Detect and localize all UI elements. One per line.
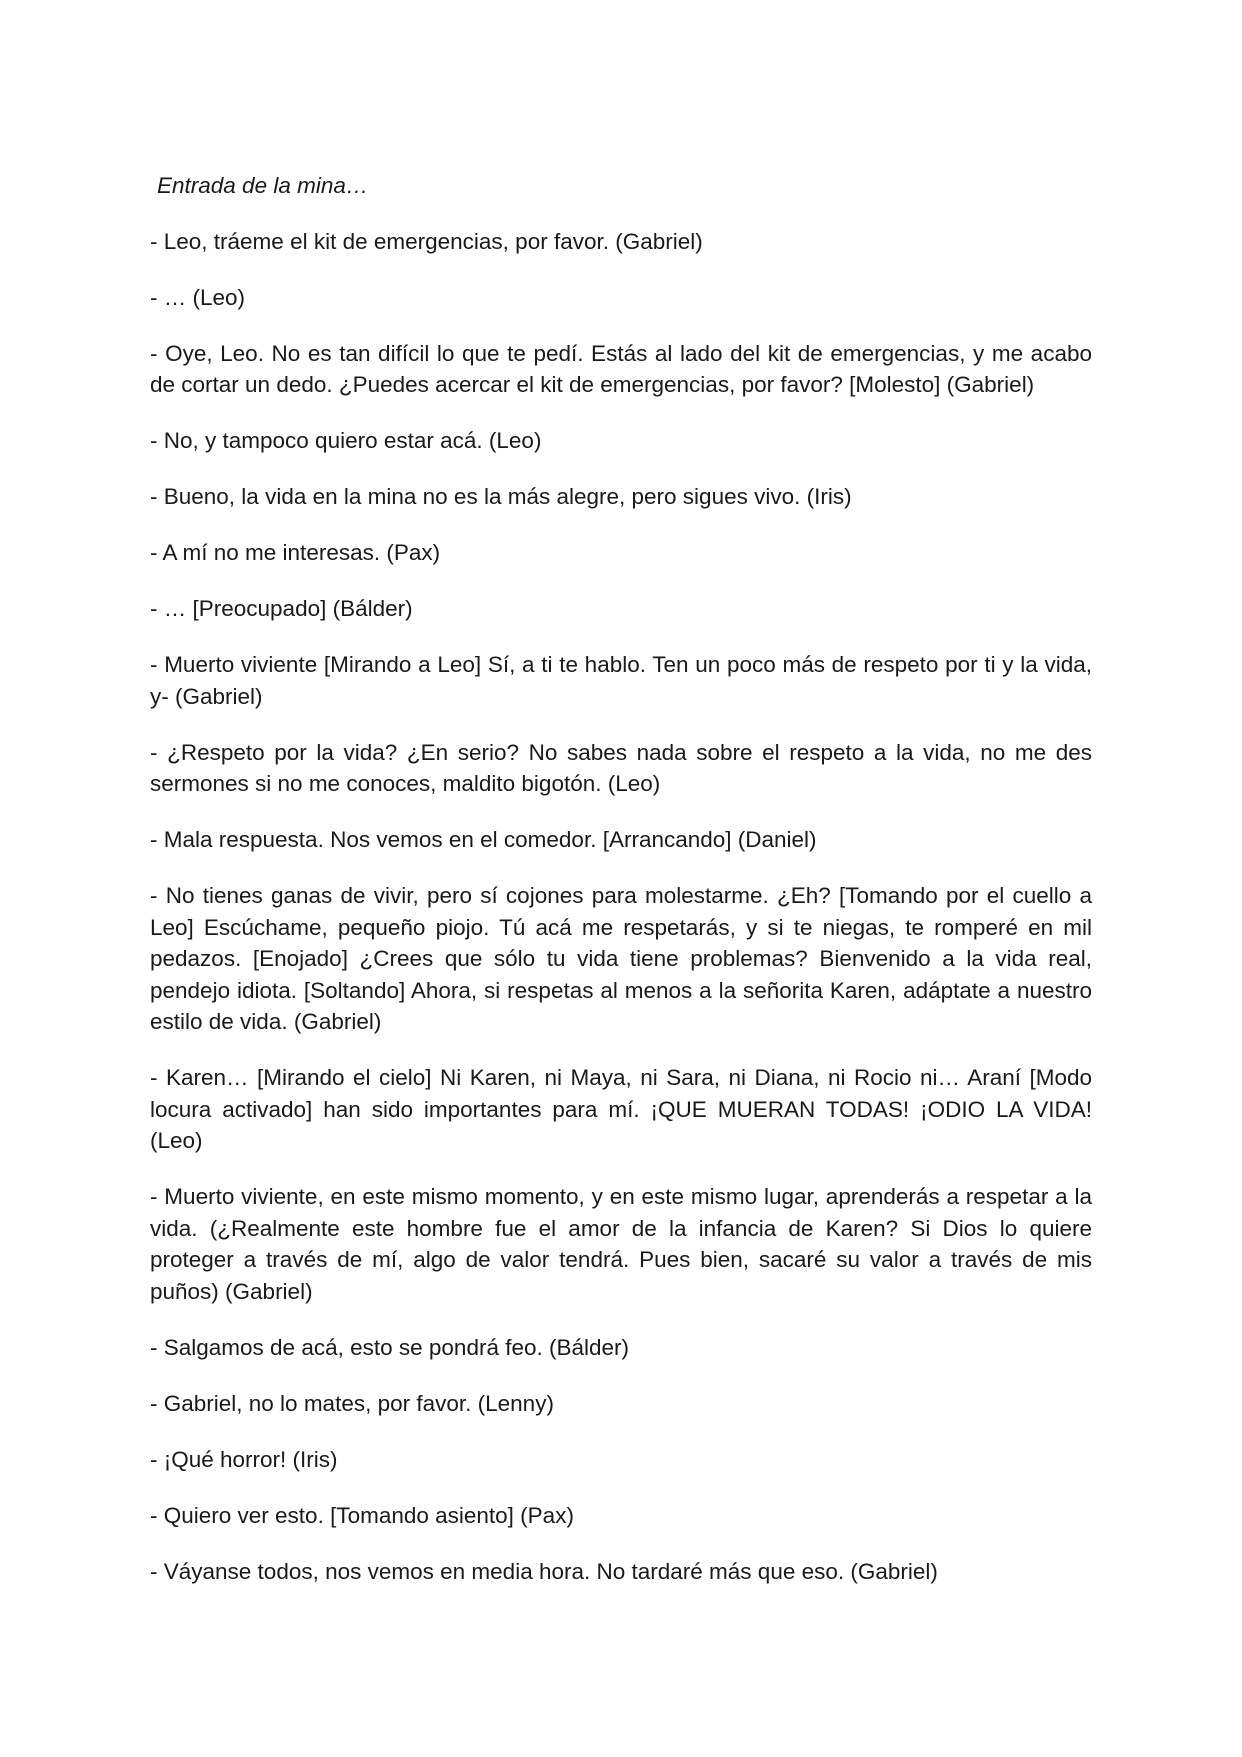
dialogue-line: - Muerto viviente, en este mismo momento, y en este mismo lugar, aprenderás a respetar a la vida. (¿Realmente este hombre fue el amor de la infancia de Karen? Si Dios lo quiere proteger a través de mí, algo de valor tendrá. Pues bien, sacaré su valor a través de mis puños) (Gabriel)	[150, 1184, 1092, 1304]
dialogue-line: - Quiero ver esto. [Tomando asiento] (Pax)	[150, 1502, 574, 1528]
dialogue-line: - Bueno, la vida en la mina no es la más alegre, pero sigues vivo. (Iris)	[150, 484, 852, 509]
dialogue-line: - Mala respuesta. Nos vemos en el comedor. [Arrancando] (Daniel)	[150, 827, 817, 852]
dialogue-line: - Váyanse todos, nos vemos en media hora. No tardaré más que eso. (Gabriel)	[150, 1558, 938, 1584]
scene-heading: Entrada de la mina…	[157, 173, 369, 198]
dialogue-line: - Karen… [Mirando el cielo] Ni Karen, ni Maya, ni Sara, ni Diana, ni Rocio ni… Araní [Modo locura activado] han sido importantes para mí. ¡QUE MUERAN TODAS! ¡ODIO LA VIDA! (Leo)	[150, 1065, 1092, 1153]
dialogue-line: - No, y tampoco quiero estar acá. (Leo)	[150, 428, 542, 453]
dialogue-line: - Oye, Leo. No es tan difícil lo que te pedí. Estás al lado del kit de emergencias, y me acabo de cortar un dedo. ¿Puedes acercar el kit de emergencias, por favor? [Molesto] (Gabriel)	[150, 340, 1092, 397]
dialogue-line: - A mí no me interesas. (Pax)	[150, 540, 441, 565]
dialogue-line: - No tienes ganas de vivir, pero sí cojones para molestarme. ¿Eh? [Tomando por el cuello a Leo] Escúchame, pequeño piojo. Tú acá me respetarás, y si te niegas, te romperé en mil pedazos. [Enojado] ¿Crees que sólo tu vida tiene problemas? Bienvenido a la vida real, pendejo idiota. [Soltando] Ahora, si respetas al menos a la señorita Karen, adáptate a nuestro estilo de vida. (Gabriel)	[150, 883, 1092, 1034]
dialogue-line: - … [Preocupado] (Bálder)	[150, 596, 413, 621]
dialogue-line: - Leo, tráeme el kit de emergencias, por favor. (Gabriel)	[150, 228, 703, 254]
dialogue-line: - Salgamos de acá, esto se pondrá feo. (Bálder)	[150, 1334, 630, 1360]
dialogue-line: - … (Leo)	[150, 284, 246, 310]
dialogue-line: - ¿Respeto por la vida? ¿En serio? No sabes nada sobre el respeto a la vida, no me des sermones si no me conoces, maldito bigotón. (Leo)	[150, 739, 1092, 796]
dialogue-line: - ¡Qué horror! (Iris)	[150, 1446, 338, 1472]
dialogue-line: - Gabriel, no lo mates, por favor. (Lenny)	[150, 1390, 554, 1416]
document-body	[150, 170, 1092, 1612]
dialogue-line: - Muerto viviente [Mirando a Leo] Sí, a ti te hablo. Ten un poco más de respeto por ti y la vida, y- (Gabriel)	[150, 652, 1092, 709]
